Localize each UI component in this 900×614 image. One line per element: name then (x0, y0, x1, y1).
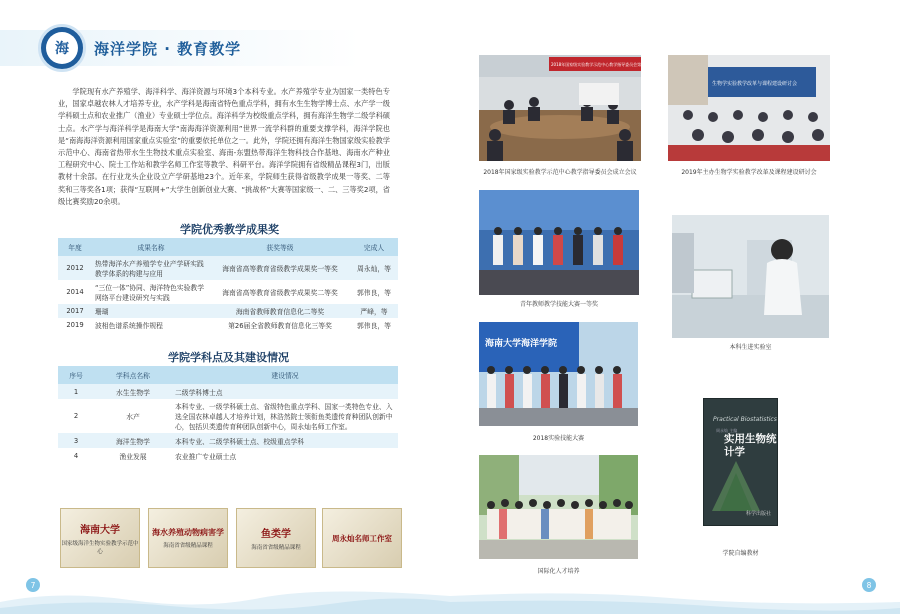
disc-status: 农业推广专业硕士点 (172, 448, 398, 463)
photo-banner-text: 海南大学海洋学院 (485, 339, 558, 349)
page-number-left: 7 (26, 578, 40, 592)
book-illustration (712, 461, 760, 511)
table-row (58, 256, 398, 280)
logo-mark: 海 (46, 32, 78, 64)
award-year: 2017 (58, 304, 92, 318)
book-publisher: 科学出版社 (745, 511, 771, 517)
award-name: “三位一体”协同、海洋特色实验教学网络平台建设研究与实践 (92, 280, 210, 304)
disc-name: 渔业发展 (94, 448, 172, 463)
plaque-master-studio (322, 508, 402, 568)
disc-index: 1 (58, 384, 94, 399)
table-row (58, 318, 398, 332)
disc-status: 本科专业、二级学科硕士点、校级重点学科 (172, 433, 398, 448)
disc-name: 水产 (94, 399, 172, 433)
table-row (58, 433, 398, 448)
disciplines-table (58, 366, 398, 463)
award-level: 海南省高等教育省级教学成果奖一等奖 (210, 256, 350, 280)
award-people: 周永灿，等 (350, 256, 398, 280)
disciplines-section-title: 学院学科点及其建设情况 (168, 351, 289, 364)
intro-paragraph: 学院现有水产养殖学、海洋科学、海洋资源与环境3个本科专业。水产养殖学专业为国家一类特色专业，国家卓越农林人才培养专业，水产学科是海南省特色重点学科，拥有水生生物学博士点、水产学一级学科硕士点和农业推广（渔业）专业硕士学位点。海洋科学为校级重点学科，拥有海洋生物学二级学科硕士点。水产学与海洋科学是海南大学“南海海洋资源利用”世界一流学科群的重要支撑学科，海洋学院也是“南海海洋资源利用国家重点实验室”的重要依托单位之一。此外，学院还拥有海洋生物国家级实验教学示范中心、海南省热带水生生物技术重点实验室、海南-东盟热带海洋生物科技合作基地、海南水产种业工程研究中心、院士工作站和教学名师工作室等教学、科研平台。海洋学院拥有省级精品课程3门，出版教材十余部。在行业龙头企业设立产学研基地23个。近年来，学院师生获得省级教学成果一等奖、二等奖和三等奖各1项；获得“互联网+”大学生创新创业大赛、“挑战杯”大赛等国家级一、二、三等奖2项，省级比赛奖励20余项。 (58, 87, 390, 206)
wave-decoration (0, 588, 450, 614)
award-name: 珊瑚 (92, 304, 210, 318)
disc-name: 海洋生物学 (94, 433, 172, 448)
disc-header-name: 学科点名称 (94, 366, 172, 384)
photo-lab-student (672, 215, 829, 338)
photo-teaching-award (479, 190, 639, 295)
page-title: 海洋学院 · 教育教学 (94, 40, 242, 58)
photo-caption: 国际化人才培养 (537, 568, 580, 575)
awards-header-level: 获奖等级 (210, 238, 350, 256)
plaque-teaching-center (60, 508, 140, 568)
award-people: 郭伟良，等 (350, 280, 398, 304)
photo-caption: 2019年主办生物学实验教学改革及课程建设研讨会 (681, 169, 817, 176)
disc-name: 水生生物学 (94, 384, 172, 399)
page-number-right: 8 (862, 578, 876, 592)
wave-decoration (450, 588, 900, 614)
textbook-cover (703, 398, 778, 526)
award-year: 2019 (58, 318, 92, 332)
photo-banner-text: 2018年国家级实验教学示范中心教学指导委员会第一届一次会议 (551, 62, 666, 67)
award-year: 2012 (58, 256, 92, 280)
photo-banner-text: 生物学实验教学改革与课程建设研讨会 (712, 81, 798, 87)
table-row (58, 280, 398, 304)
plaque-course-ichthyology (236, 508, 316, 568)
awards-table (58, 238, 398, 332)
college-logo (38, 24, 86, 72)
photo-international (479, 455, 638, 559)
photo-caption: 本科生进实验室 (729, 344, 772, 351)
award-level: 海南省高等教育省级教学成果奖二等奖 (210, 280, 350, 304)
book-title-en: Practical Biostatistics (713, 416, 777, 423)
photo-caption: 青年教师教学技能大赛一等奖 (519, 301, 598, 308)
awards-header-name: 成果名称 (92, 238, 210, 256)
disc-header-index: 序号 (58, 366, 94, 384)
disc-index: 4 (58, 448, 94, 463)
photo-seminar-2019 (668, 55, 830, 161)
book-caption: 学院自编教材 (722, 550, 759, 557)
table-row (58, 448, 398, 463)
award-people: 郭伟良，等 (350, 318, 398, 332)
disc-status: 本科专业、一级学科硕士点、省级特色重点学科、国家一类特色专业、入选全国农林卓越人才培养计划，林浩然院士领衔鱼类遗传育种团队创新中心，包括贝类遗传育种团队创新中心，周永灿名师工作室。 (172, 399, 398, 433)
photo-meeting-2018 (479, 55, 666, 161)
disc-status: 二级学科博士点 (172, 384, 398, 399)
photo-caption: 2018年国家级实验教学示范中心教学指导委员会成立会议 (483, 169, 637, 176)
disc-index: 2 (58, 399, 94, 433)
table-row (58, 304, 398, 318)
award-name: 热带海洋水产养殖学专业产学研实践教学体系的构建与应用 (92, 256, 210, 280)
plaque-big: 周永灿名师工作室 (332, 533, 392, 543)
table-row (58, 399, 398, 433)
photo-lab-contest (479, 322, 638, 426)
plaque-big: 海南大学 (80, 525, 120, 536)
award-level: 海南省教师教育信息化二等奖 (210, 304, 350, 318)
plaque-big: 海水养殖动物病害学 (152, 527, 224, 537)
awards-header-year: 年度 (58, 238, 92, 256)
disc-index: 3 (58, 433, 94, 448)
plaque-small: 国家级海洋生物实验教学示范中心 (61, 541, 139, 555)
plaque-course-disease (148, 508, 228, 568)
award-people: 严峰，等 (350, 304, 398, 318)
award-year: 2014 (58, 280, 92, 304)
plaque-big: 鱼类学 (261, 529, 291, 540)
photo-caption: 2018实验技能大赛 (532, 435, 585, 442)
disc-header-status: 建设情况 (172, 366, 398, 384)
awards-section-title: 学院优秀教学成果奖 (180, 223, 279, 236)
table-row (58, 384, 398, 399)
plaque-small: 海南省省级精品课程 (163, 543, 213, 549)
award-level: 第26届全省教师教育信息化三等奖 (210, 318, 350, 332)
book-author: 周永灿 主编 (716, 428, 738, 433)
plaque-small: 海南省省级精品课程 (251, 545, 301, 551)
awards-header-people: 完成人 (350, 238, 398, 256)
book-title-cn: 实用生物统计学 (724, 433, 777, 458)
award-name: 波相色谱系统操作规程 (92, 318, 210, 332)
